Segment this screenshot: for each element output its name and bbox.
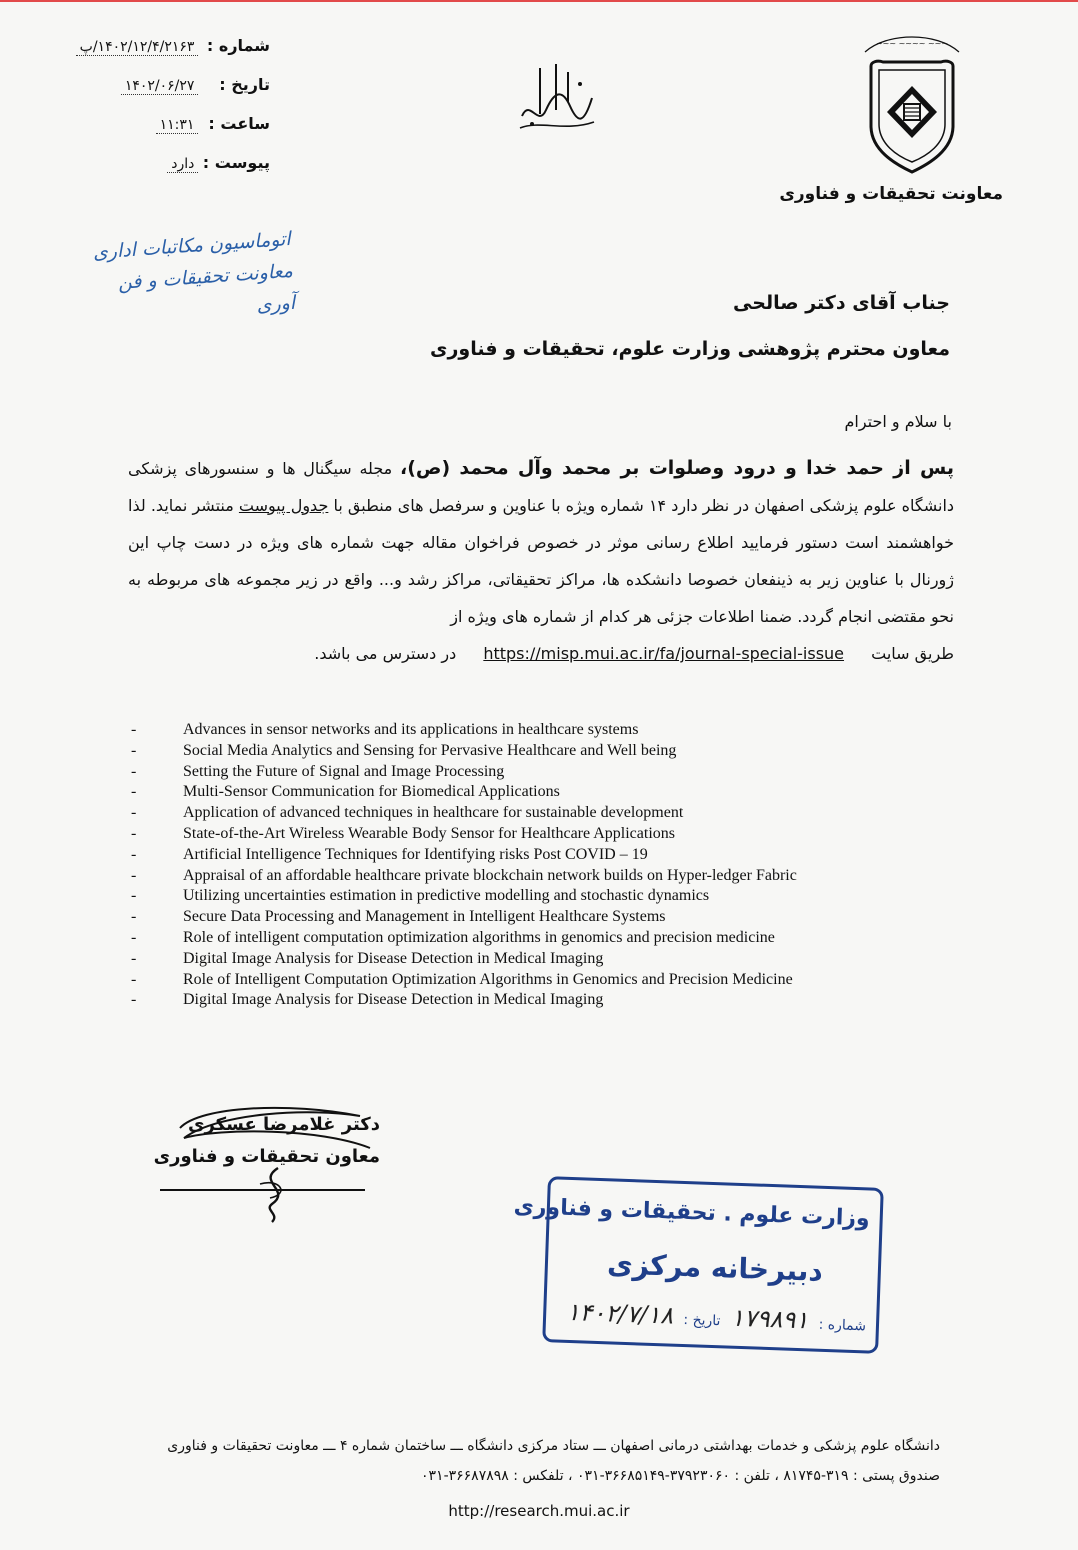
list-bullet: - bbox=[131, 866, 137, 884]
body-tail: در دسترس می باشد. bbox=[314, 644, 457, 663]
top-rule bbox=[0, 0, 1078, 2]
meta-time bbox=[55, 114, 270, 153]
topic-title: Application of advanced techniques in healthcare for sustainable development bbox=[183, 804, 684, 822]
topic-title: Artificial Intelligence Techniques for Identifying risks Post COVID – 19 bbox=[183, 845, 648, 863]
stamp-date-label: تاریخ : bbox=[683, 1312, 721, 1330]
automation-note-line: اتوماسیون مکاتبات اداری bbox=[92, 227, 292, 264]
meta-number bbox=[55, 36, 270, 75]
secretariat-stamp bbox=[513, 1176, 884, 1354]
list-item bbox=[128, 907, 908, 928]
list-bullet: - bbox=[131, 908, 137, 926]
list-item bbox=[128, 762, 908, 783]
list-item bbox=[128, 949, 908, 970]
meta-label: ساعت : bbox=[208, 114, 270, 133]
topic-title: Appraisal of an affordable healthcare private blockchain network builds on Hyper-ledger Fabric bbox=[183, 866, 797, 884]
footer-contact: صندوق پستی : ۳۱۹-۸۱۷۴۵ ، تلفن : ۳۷۹۲۳۰۶۰-۳۶۶۸۵۱۴۹-۰۳۱ ، تلفکس : ۳۶۶۸۷۸۹۸-۰۳۱ bbox=[421, 1468, 940, 1484]
department-title: معاونت تحقیقات و فناوری bbox=[779, 184, 1003, 204]
list-bullet: - bbox=[131, 762, 137, 780]
greeting: با سلام و احترام bbox=[844, 412, 952, 431]
list-item bbox=[128, 928, 908, 949]
meta-date bbox=[55, 75, 270, 114]
letter-meta bbox=[55, 36, 270, 192]
list-item bbox=[128, 782, 908, 803]
stamp-ministry: وزارت علوم . تحقیقات و فناوری bbox=[513, 1194, 871, 1232]
list-bullet: - bbox=[131, 824, 137, 842]
meta-label: شماره : bbox=[206, 36, 270, 55]
recipient-name: جناب آقای دکتر صالحی bbox=[733, 292, 950, 314]
topic-title: Digital Image Analysis for Disease Detection in Medical Imaging bbox=[183, 991, 604, 1009]
stamp-numbers bbox=[560, 1298, 866, 1337]
stamp-number: ۱۷۹۸۹۱ bbox=[730, 1303, 809, 1335]
list-item bbox=[128, 741, 908, 762]
list-item bbox=[128, 990, 908, 1011]
topic-title: Utilizing uncertainties estimation in predictive modelling and stochastic dynamics bbox=[183, 887, 710, 905]
list-bullet: - bbox=[131, 991, 137, 1009]
meta-value: ۱۱:۳۱ bbox=[156, 117, 199, 134]
link-line bbox=[128, 635, 954, 672]
list-bullet: - bbox=[131, 845, 137, 863]
topic-title: Digital Image Analysis for Disease Detection in Medical Imaging bbox=[183, 949, 604, 967]
stamp-number-label: شماره : bbox=[818, 1316, 867, 1335]
topic-title: Advances in sensor networks and its applications in healthcare systems bbox=[183, 721, 639, 738]
meta-attachment bbox=[55, 153, 270, 192]
attached-table-ref: جدول پیوست bbox=[238, 496, 329, 515]
list-bullet: - bbox=[131, 887, 137, 905]
signatory-name: دکتر غلامرضا عسکری bbox=[187, 1114, 380, 1135]
footer-url[interactable]: http://research.mui.ac.ir bbox=[448, 1502, 630, 1520]
meta-value: ۱۴۰۲/۱۲/۴/۲۱۶۳/پ bbox=[76, 39, 199, 56]
stamp-office: دبیرخانه مرکزی bbox=[606, 1247, 824, 1288]
stamp-date: ۱۴۰۲/۷/۱۸ bbox=[566, 1297, 674, 1330]
body-lead: پس از حمد خدا و درود وصلوات بر محمد وآل محمد (ص)، bbox=[400, 457, 954, 479]
meta-label: پیوست : bbox=[202, 153, 270, 172]
list-bullet: - bbox=[131, 741, 137, 759]
automation-note-line: معاونت تحقیقات و فن آوری bbox=[117, 259, 296, 317]
list-item bbox=[128, 970, 908, 991]
recipient-block bbox=[430, 280, 950, 372]
letter-body bbox=[128, 450, 954, 672]
body-paragraph: منتشر نماید. لذا خواهشمند است دستور فرمایید اطلاع رسانی موثر در خصوص فراخوان مقاله جهت شماره های ویژه در دست چاپ این ژورنال با عناوین زیر به ذینفعان خصوصا دانشکده ها، مراکز تحقیقاتی، مراکز رشد و... واقع در زیر مجموعه های مربوطه به نحو مقتضی انجام گردد. ضمنا اطلاعات جزئی هر کدام از شماره های ویژه از bbox=[128, 496, 954, 626]
footer-address: دانشگاه علوم پزشکی و خدمات بهداشتی درمانی اصفهان ـــ ستاد مرکزی دانشگاه ـــ ساختمان شماره ۴ ـــ معاونت تحقیقات و فناوری bbox=[167, 1438, 940, 1454]
signatory-title: معاون تحقیقات و فناوری bbox=[153, 1146, 380, 1167]
list-item bbox=[128, 824, 908, 845]
list-bullet: - bbox=[131, 928, 137, 946]
list-bullet: - bbox=[131, 949, 137, 967]
body-paragraph: مجله سیگنال ها و سنسورهای پزشکی دانشگاه علوم پزشکی اصفهان در نظر دارد ۱۴ شماره ویژه با عناوین و سرفصل های منطبق با bbox=[128, 459, 955, 515]
meta-value: ۱۴۰۲/۰۶/۲۷ bbox=[121, 78, 199, 95]
topic-title: State-of-the-Art Wireless Wearable Body Sensor for Healthcare Applications bbox=[183, 824, 675, 842]
list-item bbox=[128, 866, 908, 887]
topic-title: Role of intelligent computation optimization algorithms in genomics and precision medicine bbox=[183, 928, 775, 946]
topic-title: Role of Intelligent Computation Optimization Algorithms in Genomics and Precision Medicine bbox=[183, 970, 793, 988]
list-item bbox=[128, 720, 908, 741]
automation-note bbox=[85, 223, 296, 333]
list-bullet: - bbox=[131, 783, 137, 801]
recipient-title: معاون محترم پژوهشی وزارت علوم، تحقیقات و فناوری bbox=[430, 338, 950, 360]
body-via: طریق سایت bbox=[871, 644, 954, 663]
list-item bbox=[128, 845, 908, 866]
svg-text:~~~ ~~~~ ~~~: ~~~ ~~~~ ~~~ bbox=[875, 39, 949, 48]
topic-title: Setting the Future of Signal and Image Processing bbox=[183, 762, 505, 780]
meta-label: تاریخ : bbox=[219, 75, 270, 94]
meta-value: دارد bbox=[167, 156, 198, 173]
topic-title: Secure Data Processing and Management in Intelligent Healthcare Systems bbox=[183, 908, 666, 926]
bismillah-calligraphy bbox=[510, 58, 600, 136]
signature-block bbox=[153, 1098, 380, 1228]
list-bullet: - bbox=[131, 721, 137, 738]
topic-title: Multi-Sensor Communication for Biomedical Applications bbox=[183, 783, 560, 801]
special-issue-topics bbox=[128, 720, 908, 1011]
list-bullet: - bbox=[131, 970, 137, 988]
special-issue-link[interactable]: https://misp.mui.ac.ir/fa/journal-special-issue bbox=[483, 644, 845, 663]
list-item bbox=[128, 886, 908, 907]
list-item bbox=[128, 803, 908, 824]
university-emblem-icon bbox=[857, 26, 967, 176]
topic-title: Social Media Analytics and Sensing for Pervasive Healthcare and Well being bbox=[183, 741, 677, 759]
list-bullet: - bbox=[131, 804, 137, 822]
